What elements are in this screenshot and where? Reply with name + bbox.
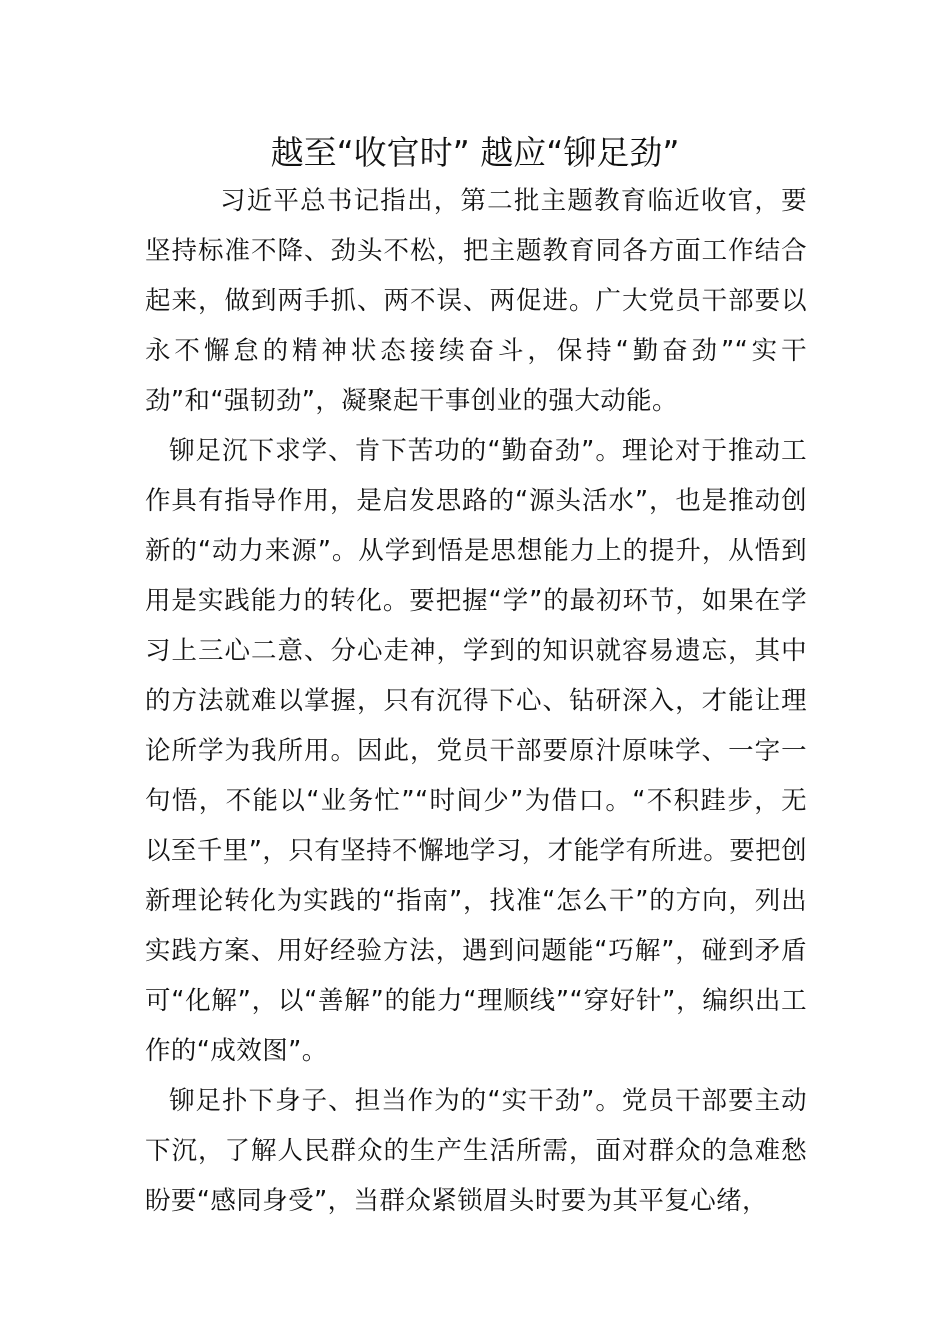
document-title: 越至“收官时” 越应“铆足劲” [270, 133, 680, 172]
paragraph-diligence: 铆足沉下求学、肯下苦功的“勤奋劲”。理论对于推动工作具有指导作用，是启发思路的“源头活水”，也是推动创新的“动力来源”。从学到悟是思想能力上的提升，从悟到用是实践能力的转化。要把握“学”的最初环节，如果在学习上三心二意、分心走神，学到的知识就容易遗忘，其中的方法就难以掌握，只有沉得下心、钻研深入，才能让理论所学为我所用。因此，党员干部要原汁原味学、一字一句悟，不能以“业务忙”“时间少”为借口。“不积跬步，无以至千里”，只有坚持不懈地学习，才能学有所进。要把创新理论转化为实践的“指南”，找准“怎么干”的方向，列出实践方案、用好经验方法，遇到问题能“巧解”，碰到矛盾可“化解”，以“善解”的能力“理顺线”“穿好针”，编织出工作的“成效图”。 [145, 436, 807, 1066]
paragraph-practical-work: 铆足扑下身子、担当作为的“实干劲”。党员干部要主动下沉，了解人民群众的生产生活所需，面对群众的急难愁盼要“感同身受”，当群众紧锁眉头时要为其平复心绪， [145, 1086, 807, 1216]
document-body [145, 176, 807, 1226]
paragraph-intro: 习近平总书记指出，第二批主题教育临近收官，要坚持标准不降、劲头不松，把主题教育同各方面工作结合起来，做到两手抓、两不误、两促进。广大党员干部要以永不懈怠的精神状态接续奋斗，保持“勤奋劲”“实干劲”和“强韧劲”，凝聚起干事创业的强大动能。 [145, 186, 807, 416]
